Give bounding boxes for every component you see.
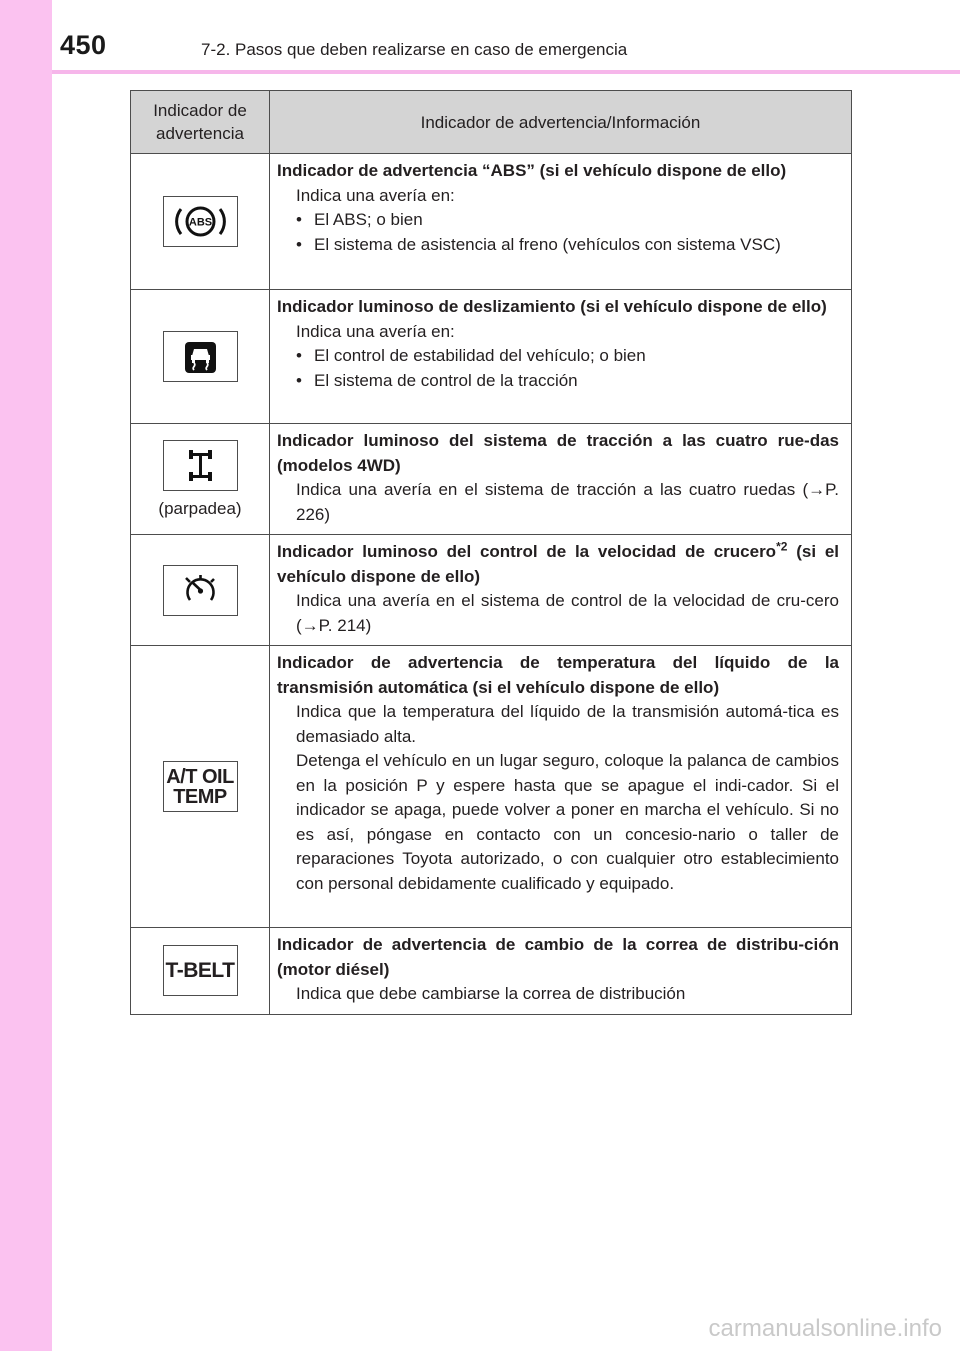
svg-text:ABS: ABS	[188, 216, 212, 229]
row-title: Indicador de advertencia de temperatura del líquido de la transmisión automática (si el vehículo dispone de ello)	[277, 653, 839, 697]
icon-cell	[131, 290, 270, 424]
table-row	[131, 154, 852, 290]
header-icon-column: Indicador de advertencia	[131, 91, 270, 154]
section-title: 7-2. Pasos que deben realizarse en caso de emergencia	[201, 40, 628, 59]
icon-caption: (parpadea)	[158, 498, 242, 518]
warning-indicator-table	[130, 90, 852, 1015]
info-cell	[270, 535, 852, 646]
icon-cell	[131, 928, 270, 1015]
row-body: Indica una avería en el sistema de tracción a las cuatro ruedas (→P. 226)	[296, 480, 839, 524]
info-cell	[270, 290, 852, 424]
side-color-band	[0, 0, 52, 1351]
watermark: carmanualsonline.info	[708, 1315, 942, 1342]
header-rule	[52, 70, 960, 74]
row-title: Indicador de advertencia “ABS” (si el vehículo dispone de ello)	[277, 161, 787, 180]
abs-warning-icon	[163, 196, 238, 247]
list-item: • El sistema de asistencia al freno (vehículos con sistema VSC)	[296, 234, 781, 254]
list-item: • El sistema de control de la tracción	[296, 370, 578, 390]
list-item: • El control de estabilidad del vehículo; o bien	[296, 346, 646, 365]
table-row	[131, 928, 852, 1015]
row-intro: Indica una avería en:	[296, 185, 455, 205]
cruise-control-icon	[163, 565, 238, 616]
row-title: Indicador luminoso del control de la velocidad de crucero$^{*2}$ (si el vehículo dispone de ello)	[277, 539, 839, 586]
table-row	[131, 290, 852, 424]
row-intro: Indica una avería en:	[296, 321, 455, 341]
page-number: 450	[60, 30, 107, 60]
row-title: Indicador de advertencia de cambio de la correa de distribu-ción (motor diésel)	[277, 935, 839, 979]
row-body: Detenga el vehículo en un lugar seguro, coloque la palanca de cambios en la posición P y espere hasta que se apague el indi-cador. Si el indicador se apaga, puede volver a poner en marcha el vehículo. Si no es así, póngase en contacto con un concesio-nario o taller de reparaciones Toyota autorizado, o con cualquier otro establecimiento con personal debidamente cualificado y equipado.	[296, 751, 839, 893]
info-cell	[270, 424, 852, 535]
slip-indicator-icon	[163, 331, 238, 382]
row-title: Indicador luminoso de deslizamiento (si el vehículo dispone de ello)	[277, 297, 827, 316]
info-cell	[270, 646, 852, 928]
row-body: Indica que debe cambiarse la correa de distribución	[296, 984, 686, 1003]
header-info-column: Indicador de advertencia/Información	[270, 91, 852, 154]
table-header-row	[131, 91, 852, 154]
row-title: Indicador luminoso del sistema de tracción a las cuatro rue-das (modelos 4WD)	[277, 431, 839, 475]
table-row	[131, 535, 852, 646]
icon-cell	[131, 424, 270, 535]
info-cell	[270, 154, 852, 290]
icon-cell	[131, 535, 270, 646]
at-oil-temp-icon: A/T OIL TEMP	[163, 761, 238, 812]
footnote-marker: *2	[776, 539, 788, 554]
t-belt-icon: T-BELT	[163, 945, 238, 996]
table-row	[131, 646, 852, 928]
row-body: Indica una avería en el sistema de control de la velocidad de cru-cero (→P. 214)	[296, 591, 839, 635]
info-cell	[270, 928, 852, 1015]
four-wheel-drive-icon	[163, 440, 238, 491]
icon-cell	[131, 646, 270, 928]
list-item: • El ABS; o bien	[296, 210, 423, 229]
table-row	[131, 424, 852, 535]
icon-cell	[131, 154, 270, 290]
row-body: Indica que la temperatura del líquido de la transmisión automá-tica es demasiado alta.	[296, 702, 839, 746]
